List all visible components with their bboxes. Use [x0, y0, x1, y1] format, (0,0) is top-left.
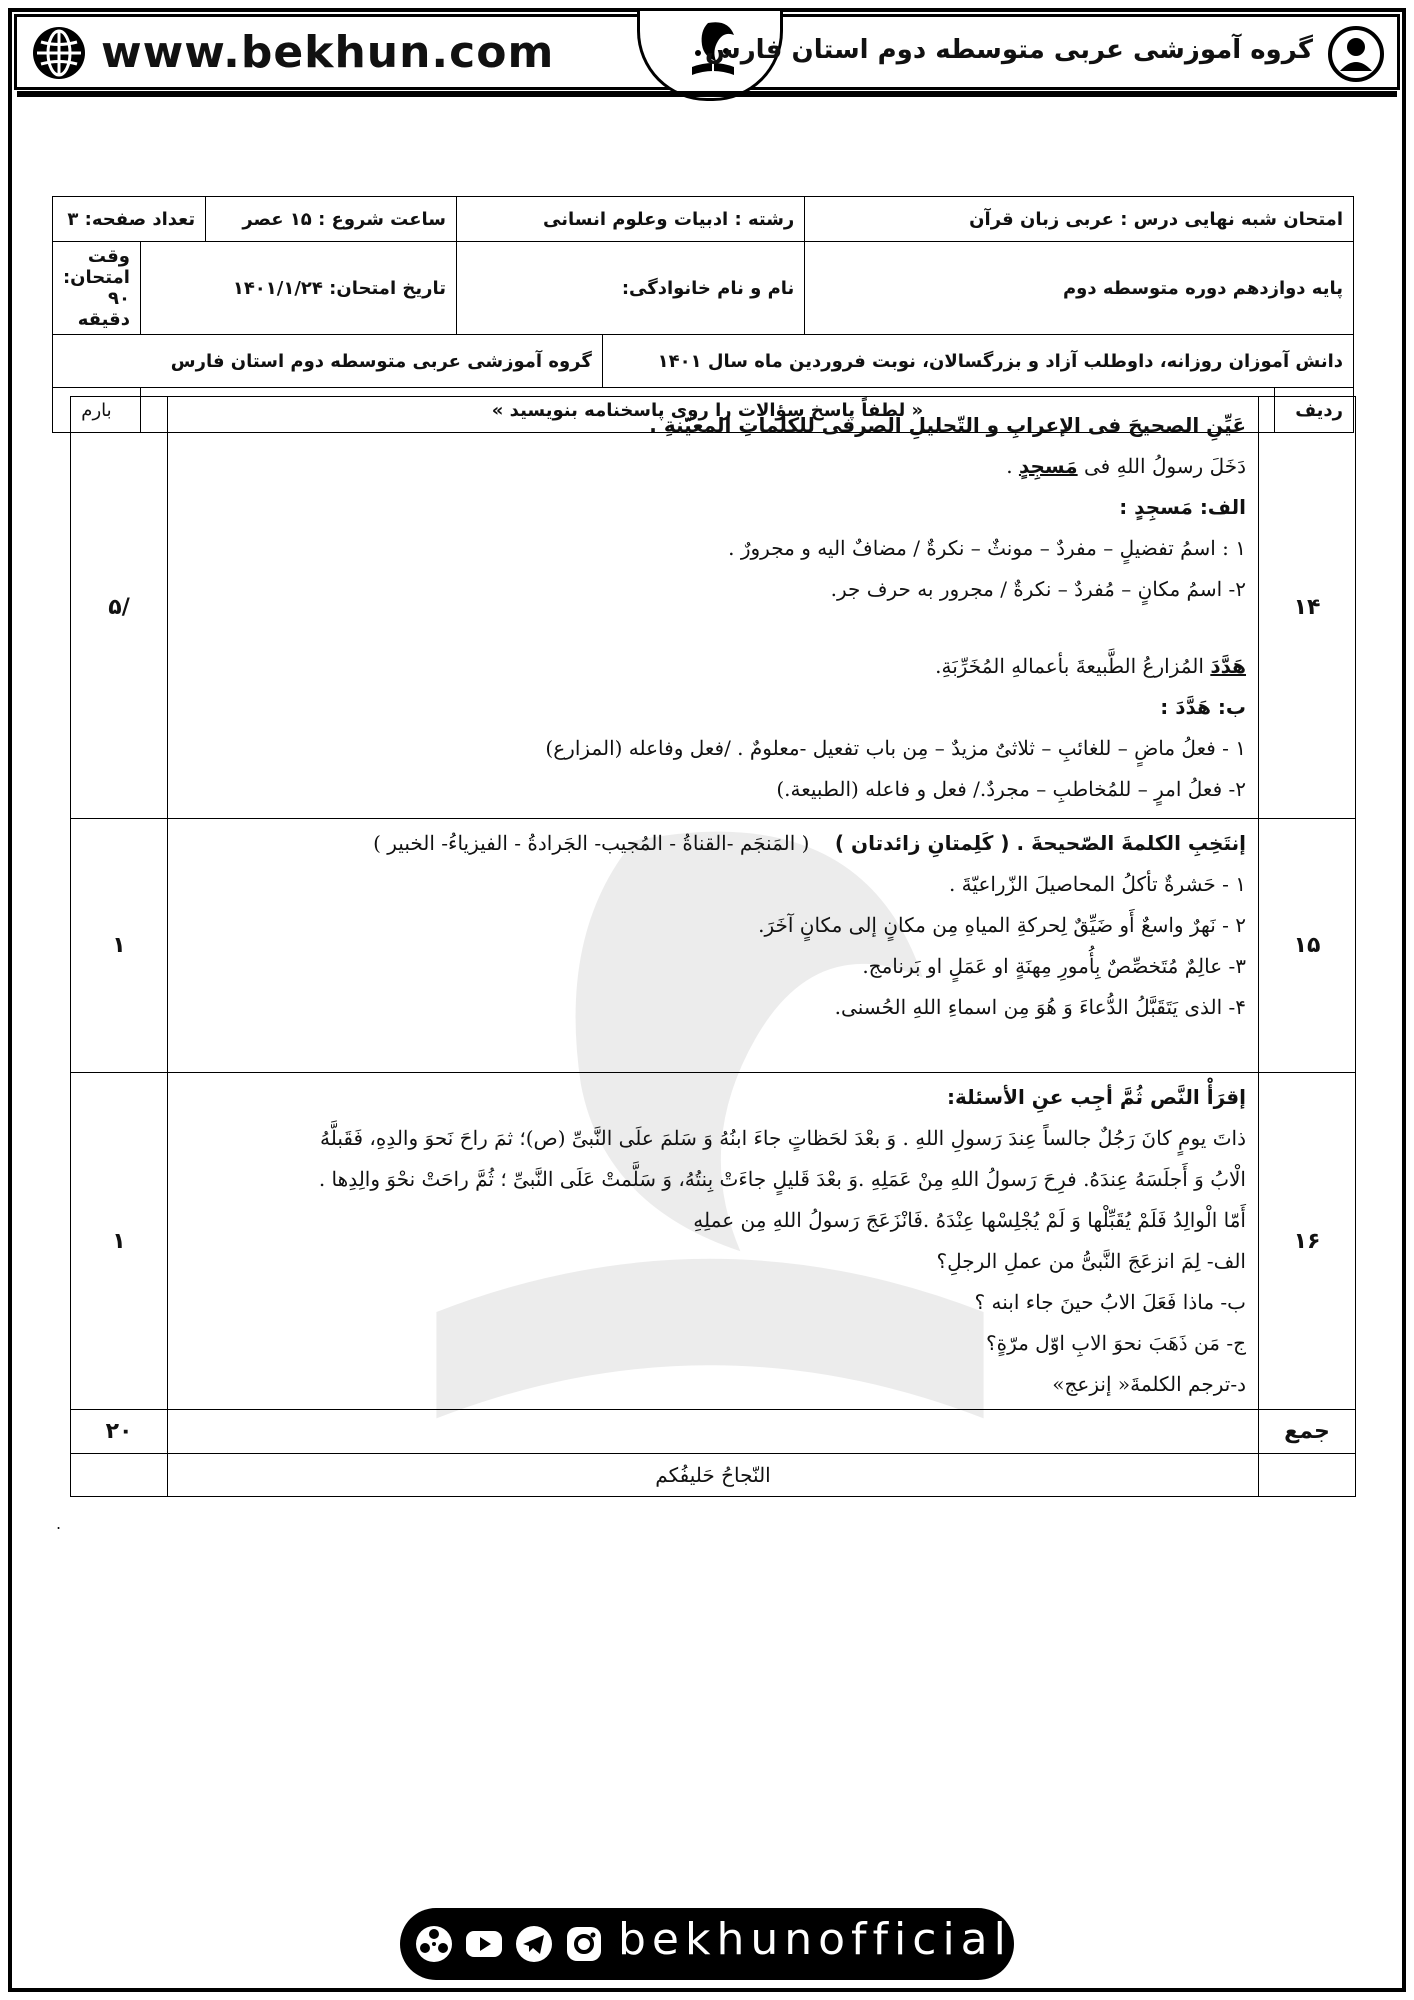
- question-number: ۱۶: [1259, 1073, 1356, 1410]
- passage-line: ذاتَ یومٍ کانَ رَجُلٌ جالساً عِندَ رَسولِ اللهِ . وَ بعْدَ لحَظاتٍ جاءَ ابنُهُ وَ سَلمَ علَی النَّبیِّ (ص)؛ ثمَ راحَ نَحوَ والدِهِ، فَقَبلَّهُ: [319, 1126, 1246, 1150]
- question-14-row: [71, 397, 1356, 819]
- closing-empty-cell: [71, 1454, 168, 1497]
- sub-question: ب- ماذا فَعَلَ الابُ حینَ جاء ابنه ؟: [974, 1290, 1246, 1314]
- question-title: إقرَأْ النَّص ثُمَّ أجِب عنِ الأسئلة:: [946, 1085, 1246, 1109]
- group-name: گروه آموزشی عربی متوسطه دوم استان فارس: [53, 335, 603, 388]
- item: ۴- الذی یَتَقَبَّلُ الدُّعاءَ وَ هُوَ مِن اسماءِ اللهِ الحُسنی.: [834, 995, 1246, 1019]
- film-reel-icon[interactable]: [414, 1924, 454, 1964]
- sentence-b: [180, 646, 1246, 687]
- part-b-label: ب: هَدَّدَ :: [1160, 695, 1246, 719]
- question-title: عَیِّنِ الصحیحَ فی الإعرابِ و التّحلیلِ الصرفی للکلماتِ المعیّنةِ .: [649, 413, 1246, 437]
- question-15-body: [168, 819, 1259, 1073]
- closing-empty-cell: [1259, 1454, 1356, 1497]
- instagram-icon[interactable]: [564, 1924, 604, 1964]
- youtube-icon[interactable]: [464, 1924, 504, 1964]
- total-empty-cell: [168, 1410, 1259, 1454]
- question-score: ۱: [71, 819, 168, 1073]
- question-title-line: [180, 823, 1246, 864]
- sentence-a: [180, 446, 1246, 487]
- question-16-body: [168, 1073, 1259, 1410]
- question-title: إنتَخِبِ الکلمةَ الصّحیحةَ . ( کَلِمتانِ زائدتان ): [834, 831, 1246, 855]
- sentence-text: المُزارعُ الطَّبیعةَ بأعمالهِ المُخَرِّبَةِ.: [935, 654, 1211, 678]
- field-name: رشته : ادبیات وعلوم انسانی: [457, 197, 805, 242]
- option: ۱ : اسمُ تفضیلٍ – مفردٌ – مونثٌ – نکرةٌ / مضافٌ الیه و مجرورٌ .: [728, 536, 1246, 560]
- total-row: [71, 1410, 1356, 1454]
- grade-level: پایه دوازدهم دوره متوسطه دوم: [805, 242, 1354, 335]
- globe-icon: [31, 25, 87, 81]
- stray-dot: .: [56, 1514, 62, 1533]
- total-score: ۲۰: [71, 1410, 168, 1454]
- closing-message: النّجاحُ حَلیفُکم: [168, 1454, 1259, 1497]
- social-bar: [400, 1908, 1014, 1980]
- target-word: هَدَّدَ: [1210, 654, 1246, 678]
- page-count: تعداد صفحه: ۳: [53, 197, 206, 242]
- item: ۱ - حَشرةٌ تأکلُ المحاصیلَ الزّراعیّةَ .: [948, 872, 1246, 896]
- exam-title: امتحان شبه نهایی درس : عربی زبان قرآن: [805, 197, 1354, 242]
- question-15-row: [71, 819, 1356, 1073]
- sentence-text: .: [1006, 454, 1019, 478]
- question-14-body: [168, 397, 1259, 819]
- sub-question: الف- لِمَ انزعَجَ النَّبیُّ من عملِ الرجلِ؟: [936, 1249, 1246, 1273]
- passage-line: أَمّا الْوالِدُ فَلَمْ یُقَبِّلْها وَ لَمْ یُجْلِسْها عِنْدَهُ .فَانْزَعَجَ رَسولُ اللهِ مِن عملِهِ: [693, 1208, 1246, 1232]
- passage-line: الْابُ وَ أَجلَسَهُ عِندَهُ. فرِحَ رَسولُ اللهِ مِنْ عَمَلِهِ .وَ بعْدَ قَلیلٍ جاءَتْ بِنتُهُ، وَ سَلَّمتْ عَلَی النَّبیِّ ؛ ثُمَّ راحَتْ نحْوَ والِدِها .: [318, 1167, 1246, 1191]
- group-title: گروه آموزشی عربی متوسطه دوم استان فارس: [704, 35, 1313, 65]
- top-banner: [14, 14, 1400, 90]
- telegram-icon[interactable]: [514, 1924, 554, 1964]
- answer-instruction: « لطفاً پاسخ سؤالات را روی پاسخنامه بنویسید »: [140, 388, 1274, 433]
- student-name-label: نام و نام خانوادگی:: [457, 242, 805, 335]
- option: ۲- فعلُ امرٍ – للمُخاطبِ – مجردٌ./ فعل و فاعله (الطبیعة.): [776, 777, 1246, 801]
- question-number: ۱۵: [1259, 819, 1356, 1073]
- word-choices: ( المَنجَم -القناةُ - المُجیب- الجَرادةُ - الفیزیاءُ- الخبیر ): [373, 831, 810, 855]
- start-time: ساعت شروع : ۱۵ عصر: [206, 197, 457, 242]
- sub-question: ج- مَن ذَهَبَ نحوَ الابِ اوّل مرّةٍ؟: [985, 1331, 1246, 1355]
- exam-duration: وقت امتحان: ۹۰ دقیقه: [53, 242, 141, 335]
- option: ۱ - فعلُ ماضٍ – للغائبِ – ثلاثیٌ مزیدٌ – مِن باب تفعیل -معلومٌ . /فعل وفاعله (المزارع): [545, 736, 1246, 760]
- item: ۲ - نَهرٌ واسعٌ أَو ضَیِّقٌ لِحرکةِ المیاهِ مِن مکانٍ إلی مکانٍ آخَرَ.: [758, 913, 1246, 937]
- score-label: بارم: [53, 388, 141, 433]
- exam-date: تاریخ امتحان: ۱۴۰۱/۱/۲۴: [140, 242, 456, 335]
- option: ۲- اسمُ مکانٍ – مُفردٌ – نکرةٌ / مجرور به حرف جر.: [830, 577, 1246, 601]
- target-word: مَسجِدٍ: [1018, 454, 1078, 478]
- total-label: جمع: [1259, 1410, 1356, 1454]
- question-score: ۱: [71, 1073, 168, 1410]
- part-a-label: الف: مَسجِدٍ :: [1119, 495, 1246, 519]
- questions-table: [70, 396, 1356, 1497]
- user-icon: [1327, 25, 1385, 83]
- question-number: ۱۴: [1259, 397, 1356, 819]
- question-score: /۵: [71, 397, 168, 819]
- item: ۳- عالِمٌ مُتَخصِّصٌ بِأُمورِ مِهنَةٍ او عَمَلٍ او بَرنامج.: [862, 954, 1246, 978]
- row-label: ردیف: [1275, 388, 1354, 433]
- closing-row: [71, 1454, 1356, 1497]
- website-url[interactable]: www.bekhun.com: [101, 27, 555, 78]
- social-handle[interactable]: bekhunofficial: [618, 1914, 1012, 1965]
- sub-question: د-ترجم الکلمةَ« إنزعج»: [1052, 1372, 1246, 1396]
- students-info: دانش آموزان روزانه، داوطلب آزاد و بزرگسالان، نوبت فروردین ماه سال ۱۴۰۱: [602, 335, 1353, 388]
- question-16-row: [71, 1073, 1356, 1410]
- sentence-text: دَخَلَ رسولُ اللهِ فی: [1077, 454, 1246, 478]
